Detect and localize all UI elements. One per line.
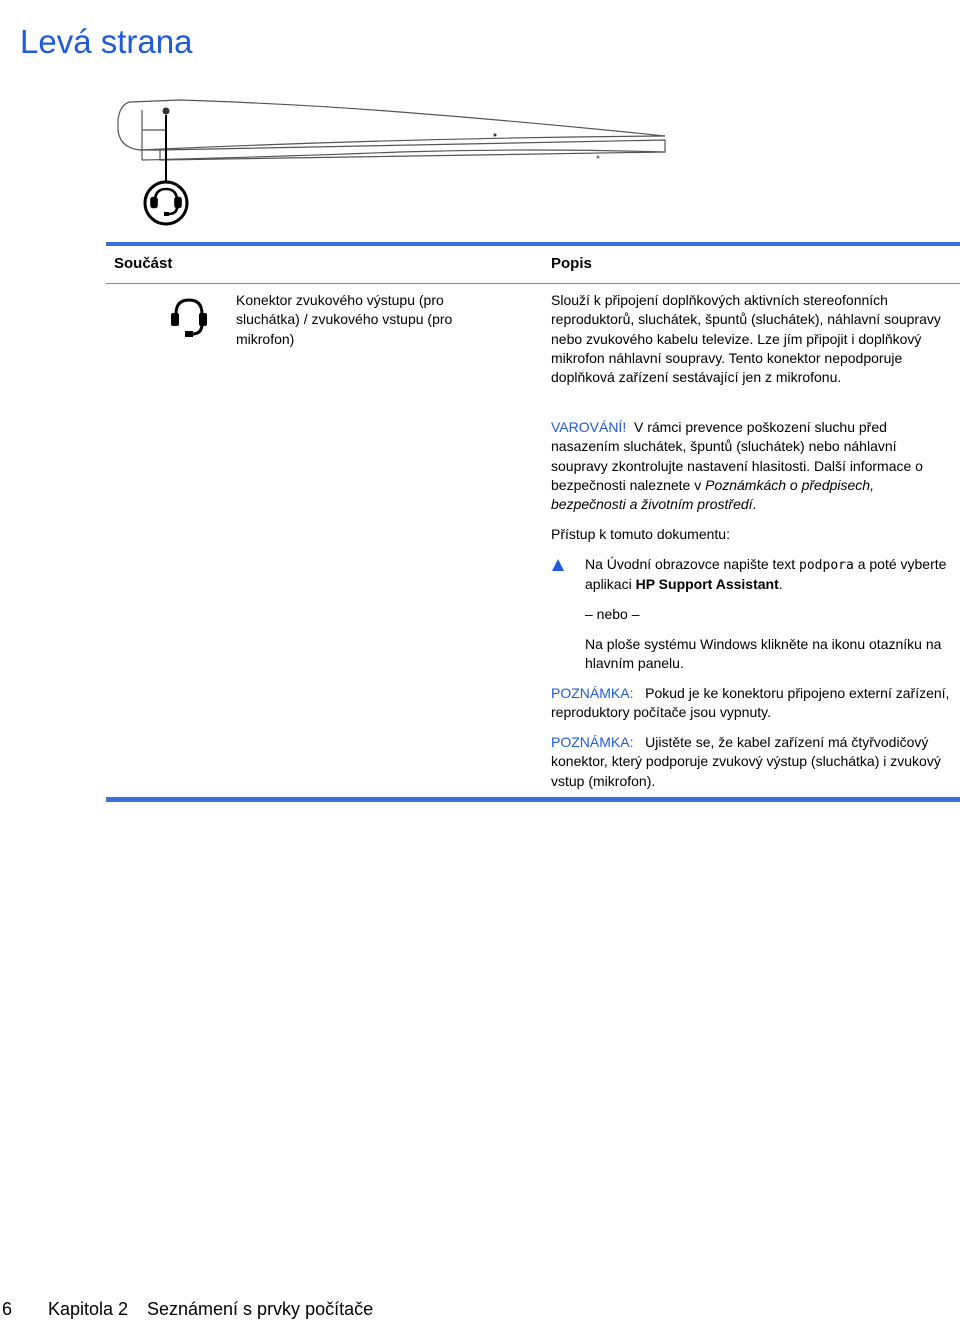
- or-separator: – nebo –: [585, 606, 640, 622]
- regulatory-notices-reference: Poznámkách o předpisech, bezpečnosti a životním prostředí: [551, 476, 874, 513]
- table-header-divider: [106, 283, 960, 284]
- access-step-2: Na ploše systému Windows klikněte na ikonu otazníku na hlavním panelu.: [585, 636, 942, 672]
- part-description: [551, 291, 951, 387]
- left-side-illustration: [100, 90, 680, 235]
- headset-icon: [168, 296, 210, 338]
- note-2: [551, 733, 951, 791]
- note-1: [551, 684, 951, 723]
- jack-port: [163, 108, 170, 115]
- footer-page-number: 6: [2, 1299, 13, 1319]
- column-header-description: Popis: [551, 255, 592, 272]
- page-title: Levá strana: [20, 23, 193, 61]
- table-top-rule: [106, 242, 960, 246]
- access-intro: Přístup k tomuto dokumentu:: [551, 526, 730, 542]
- app-name: HP Support Assistant: [635, 576, 779, 593]
- description-text: Slouží k připojení doplňkových aktivních stereofonních reproduktorů, sluchátek, špuntů (sluchátek), náhlavní soupravy nebo zvukového kabelu televize. Lze jím připojit i doplňkový mikrofon náhlavní soupravy. Tento konektor nepodporuje doplňková zařízení sestávající jen z mikrofonu.: [551, 292, 941, 386]
- table-bottom-rule: [106, 797, 960, 802]
- warning-label: VAROVÁNÍ!: [551, 419, 627, 435]
- access-step-1: Na Úvodní obrazovce napište text podpora a poté vyberte aplikaci HP Support Assistant.: [585, 556, 947, 593]
- warning-block: VAROVÁNÍ! V rámci prevence poškození sluchu před nasazením sluchátek, špuntů (sluchátek) nebo náhlavní soupravy zkontrolujte nastavení hlasitosti. Další informace o bezpečnosti naleznete v Poznámkách o předpisech, bezpečnosti a životním prostředí.: [551, 419, 923, 513]
- column-header-part: Součást: [114, 255, 173, 272]
- part-name: Konektor zvukového výstupu (pro sluchátka) / zvukového vstupu (pro mikrofon): [236, 292, 453, 347]
- footer-chapter-title: Seznámení s prvky počítače: [147, 1299, 374, 1319]
- note-2-label: POZNÁMKA:: [551, 734, 634, 750]
- triangle-bullet-icon: [551, 558, 565, 572]
- note-2-text: Ujistěte se, že kabel zařízení má čtyřvodičový konektor, který podporuje zvukový výstup (sluchátka) i zvukový vstup (mikrofon).: [551, 734, 941, 789]
- note-1-text: Pokud je ke konektoru připojeno externí zařízení, reproduktory počítače jsou vypnuty.: [551, 685, 950, 721]
- warning-text: V rámci prevence poškození sluchu před nasazením sluchátek, špuntů (sluchátek) nebo náhlavní soupravy zkontrolujte nastavení hlasitosti. Další informace o bezpečnosti naleznete v: [551, 419, 923, 493]
- search-term-code: podpora: [799, 558, 854, 573]
- note-1-label: POZNÁMKA:: [551, 685, 634, 701]
- footer-chapter: Kapitola 2: [48, 1299, 129, 1319]
